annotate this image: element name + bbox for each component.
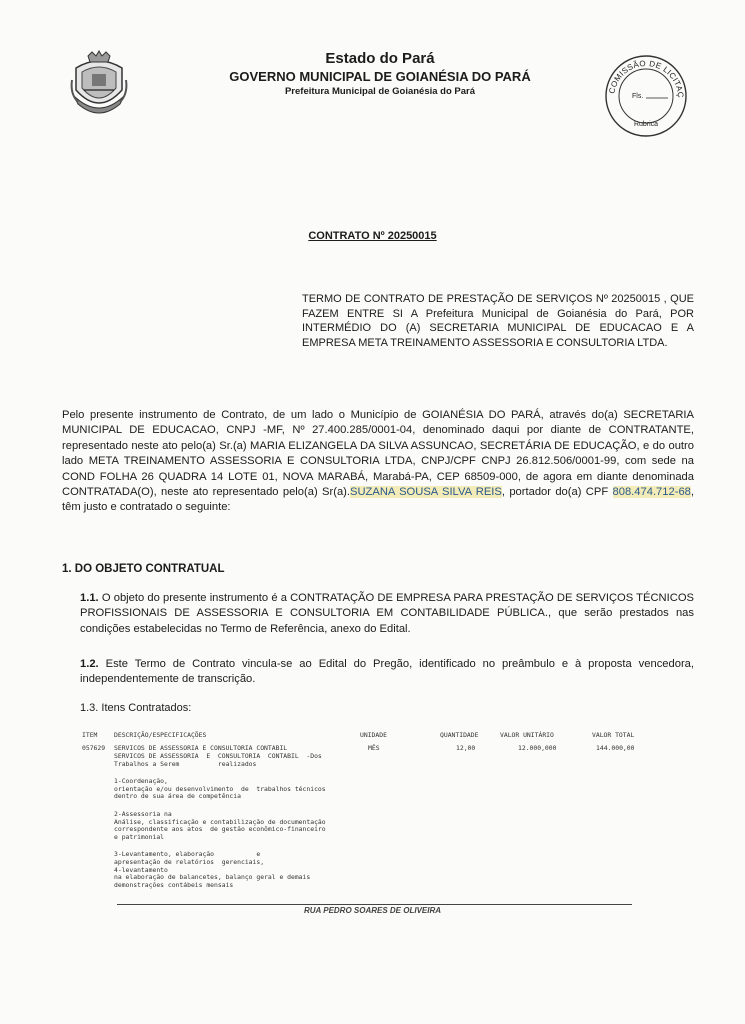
items-heading: 1.3. Itens Contratados: <box>80 702 192 714</box>
table-header-row <box>82 732 642 740</box>
cell-quantity: 12,00 <box>456 744 476 752</box>
bidding-commission-stamp <box>604 54 688 138</box>
clause-number: 1.2. <box>80 658 99 670</box>
clause-text: Este Termo de Contrato vincula-se ao Edital do Pregão, identificado no preâmbulo e à proposta vencedora, independentemente de transcrição. <box>80 658 695 686</box>
clause-1-2 <box>80 657 694 688</box>
item-detail: 1-Coordenação, orientação e/ou desenvolvimento de trabalhos técnicos dentro de sua área de competência <box>114 777 326 801</box>
col-unit-price: VALOR UNITÁRIO <box>500 731 554 739</box>
stamp-fls: Fls. <box>632 93 644 100</box>
representative-cpf: 808.474.712-68 <box>612 486 691 499</box>
clause-text: O objeto do presente instrumento é a CONTRATAÇÃO DE EMPRESA PARA PRESTAÇÃO DE SERVIÇOS TÉCNICOS PROFISSIONAIS DE ASSESSORIA E CONSULTORIA EM CONTABILIDADE PÚBLICA., que serão prestados nas condições estabelecidas no Termo de Referência, anexo do Edital. <box>80 592 694 635</box>
stamp-rubrica: Rubrica <box>633 121 659 128</box>
parties-text: Pelo presente instrumento de Contrato, de um lado o Município de GOIANÉSIA DO PARÁ, através do(a) SECRETARIA MUNICIPAL DE EDUCACAO, CNPJ -MF, Nº 27.400.285/0001-04, denominado daqui por diante de CONTRATANTE, representado neste ato pelo(a) Sr.(a) MARIA ELIZANGELA DA SILVA ASSUNCAO, SECRETÁRIA DE EDUCAÇÃO, e do outro lado META TREINAMENTO ASSESSORIA E CONSULTORIA LTDA, CNPJ/CPF CNPJ 26.812.506/0001-99, com sede na COND FOLHA 26 QUADRA 14 LOTE 01, NOVA MARABÁ, Marabá-PA, CEP 68509-000, de agora em diante denominada CONTRATADA(O), neste ato representado pelo(a) Sr(a). <box>62 409 694 499</box>
cell-total: 144.000,00 <box>596 744 635 752</box>
cell-item: 057629 <box>82 744 106 752</box>
document-header <box>200 50 560 97</box>
cell-description: SERVICOS DE ASSESSORIA E CONSULTORIA CONTABIL <box>114 744 288 752</box>
clause-number: 1.1. <box>80 592 99 604</box>
contract-preamble: TERMO DE CONTRATO DE PRESTAÇÃO DE SERVIÇOS Nº 20250015 , QUE FAZEM ENTRE SI A Prefeitura Municipal de Goianésia do Pará, POR INTERMÉDIO DO (A) SECRETARIA MUNICIPAL DE EDUCACAO E A EMPRESA META TREINAMENTO ASSESSORIA E CONSULTORIA LTDA. <box>302 293 694 349</box>
coat-of-arms-icon <box>70 50 128 120</box>
items-table <box>82 732 642 889</box>
item-detail: 2-Assessoria na Análise, classificação e contabilização de documentação correspondente aos atos de gestão econômico-financeiro e patrimonial <box>114 809 326 841</box>
footer-divider <box>117 904 632 905</box>
contract-title: CONTRATO Nº 20250015 <box>308 230 437 242</box>
item-detail: SERVICOS DE ASSESSORIA E CONSULTORIA CONTABIL -Dos Trabalhos a Serem realizados <box>114 752 322 768</box>
stamp-ring-text: COMISSÃO DE LICITAÇ <box>607 58 686 99</box>
government-name: GOVERNO MUNICIPAL DE GOIANÉSIA DO PARÁ <box>229 69 531 84</box>
cell-unit: MÊS <box>368 744 380 752</box>
footer-address: RUA PEDRO SOARES DE OLIVEIRA <box>303 906 442 915</box>
col-unit: UNIDADE <box>360 731 387 739</box>
representative-name: SUZANA SOUSA SILVA REIS <box>350 486 502 499</box>
col-total: VALOR TOTAL <box>592 731 635 739</box>
col-description: DESCRIÇÃO/ESPECIFICAÇÕES <box>114 731 207 739</box>
state-name: Estado do Pará <box>325 50 435 67</box>
contract-parties-paragraph <box>62 408 694 516</box>
col-quantity: QUANTIDADE <box>440 731 479 739</box>
clause-1-1 <box>80 591 694 637</box>
item-detail: 3-Levantamento, elaboração e apresentação de relatórios gerenciais, 4-levantamento na elaboração de balancetes, balanço geral e demais demonstrações contábeis mensais <box>114 850 311 889</box>
parties-text-mid: , portador do(a) CPF <box>501 486 609 499</box>
section-heading: 1. DO OBJETO CONTRATUAL <box>62 563 225 575</box>
parties-text-end: , têm justo e contratado o seguinte: <box>62 486 694 514</box>
prefecture-name: Prefeitura Municipal de Goianésia do Pará <box>284 86 476 97</box>
col-item: ITEM <box>82 731 98 739</box>
cell-unit-price: 12.000,000 <box>518 744 557 752</box>
